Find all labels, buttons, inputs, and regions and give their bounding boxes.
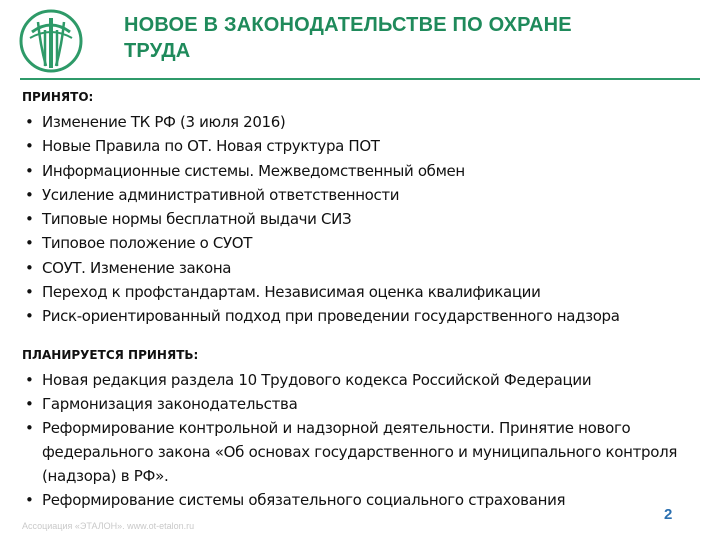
list-item (22, 280, 712, 304)
bullet: • (25, 307, 34, 326)
list-item-text: Изменение ТК РФ (3 июля 2016) (42, 113, 286, 131)
list-item-text: Новая редакция раздела 10 Трудового кодекса Российской Федерации (42, 371, 592, 389)
bullet: • (25, 210, 34, 229)
page-title (124, 12, 704, 64)
list-item-text: Усиление административной ответственности (42, 185, 400, 204)
list-item-text: Риск-ориентированный подход при проведении государственного надзора (42, 307, 620, 326)
list-item-text: Новые Правила по ОТ. Новая структура ПОТ (42, 137, 380, 156)
bullet: • (25, 113, 34, 131)
list-item (22, 488, 682, 512)
bullet: • (25, 137, 34, 156)
bullet: • (25, 395, 34, 413)
planned-label: ПЛАНИРУЕТСЯ ПРИНЯТЬ: (22, 348, 199, 362)
list-item-text: Гармонизация законодательства (42, 395, 298, 413)
list-item (22, 207, 712, 231)
footer-watermark: Ассоциация «ЭТАЛОН». www.ot-etalon.ru (22, 521, 195, 531)
planned-list (22, 368, 682, 512)
list-item-text: Типовые нормы бесплатной выдачи СИЗ (42, 210, 352, 229)
list-item (22, 134, 712, 158)
bullet: • (25, 419, 34, 437)
bullet: • (25, 283, 34, 302)
list-item-text: Переход к профстандартам. Независимая оценка квалификации (42, 283, 541, 302)
bullet: • (25, 371, 34, 389)
list-item-text: Информационные системы. Межведомственный обмен (42, 161, 465, 180)
list-item (22, 416, 682, 488)
list-item (22, 368, 682, 392)
title-line-2: ТРУДА (124, 40, 191, 62)
bullet: • (25, 161, 34, 180)
list-item (22, 304, 712, 328)
globe-emblem-icon (18, 8, 84, 74)
list-item-text: Реформирование системы обязательного социального страхования (42, 491, 566, 509)
list-item-text: СОУТ. Изменение закона (42, 258, 232, 277)
bullet: • (25, 234, 34, 253)
title-divider (20, 78, 700, 80)
adopted-list (22, 110, 712, 329)
list-item (22, 159, 712, 183)
bullet: • (25, 491, 34, 509)
page-number: 2 (664, 506, 673, 523)
list-item (22, 392, 682, 416)
title-line-1: НОВОЕ В ЗАКОНОДАТЕЛЬСТВЕ ПО ОХРАНЕ (124, 14, 572, 36)
adopted-label: ПРИНЯТО: (22, 90, 94, 104)
list-item (22, 183, 712, 207)
bullet: • (25, 185, 34, 204)
list-item-text: Реформирование контрольной и надзорной деятельности. Принятие нового федерального закона «Об основах государственного и муниципального контроля (надзора) в РФ». (42, 419, 678, 485)
list-item (22, 256, 712, 280)
bullet: • (25, 258, 34, 277)
list-item (22, 110, 712, 134)
list-item (22, 231, 712, 255)
list-item-text: Типовое положение о СУОТ (42, 234, 253, 253)
